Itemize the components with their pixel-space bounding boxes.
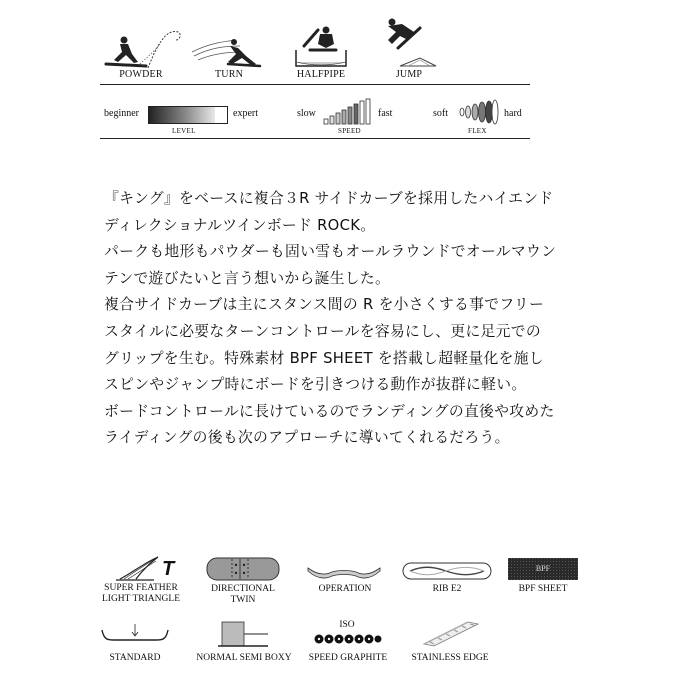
feature-label-directional-twin: DIRECTIONAL TWIN	[211, 584, 275, 605]
description-line: スピンやジャンプ時にボードを引きつける動作が抜群に軽い。	[104, 376, 527, 394]
feature-label-semi-boxy: NORMAL SEMI BOXY	[196, 653, 292, 663]
description-line: スタイルに必要なターンコントロールを容易にし、更に足元での	[104, 322, 541, 340]
feature-label-rib-e2: RIB E2	[432, 584, 462, 594]
jump-rider-icon	[380, 14, 440, 68]
speed-left-label: slow	[297, 108, 316, 119]
style-label-turn: TURN	[214, 69, 244, 80]
iso-label: ISO	[339, 620, 355, 630]
flex-gauge	[458, 99, 500, 125]
bpf-sheet-swatch-icon	[508, 558, 578, 580]
rib-e2-board-icon	[402, 562, 492, 580]
description-line: ライディングの後も次のアプローチに導いてくれるだろう。	[104, 429, 510, 447]
stainless-edge-icon	[420, 616, 482, 646]
level-gauge	[148, 106, 228, 124]
feature-label-bpf-sheet: BPF SHEET	[518, 584, 568, 594]
description-line: 『キング』をベースに複合３R サイドカーブを採用したハイエンド	[104, 190, 554, 207]
description-line: テンで遊びたいと言う想いから誕生した。	[104, 269, 391, 287]
bpf-swatch-text: BPF	[535, 564, 551, 573]
powder-rider-icon	[104, 28, 184, 70]
feature-label-stainless-edge: STAINLESS EDGE	[411, 653, 489, 663]
feature-label-feather: SUPER FEATHER LIGHT TRIANGLE	[101, 583, 180, 604]
description-line: ボードコントロールに長けているのでランディングの直後や攻めた	[104, 402, 555, 420]
speed-caption: SPEED	[338, 127, 361, 135]
description-line: 複合サイドカーブは主にスタンス間の R を小さくする事でフリー	[104, 296, 545, 314]
standard-camber-icon	[100, 620, 170, 646]
divider-bottom	[100, 138, 530, 139]
description-line: パークも地形もパウダーも固い雪もオールラウンドでオールマウン	[104, 243, 557, 261]
flex-left-label: soft	[433, 108, 448, 119]
speed-gauge	[322, 99, 374, 125]
operation-profile-icon	[306, 562, 382, 580]
style-label-jump: JUMP	[395, 69, 423, 80]
flex-right-label: hard	[504, 108, 522, 119]
style-label-halfpipe: HALFPIPE	[296, 69, 346, 80]
feature-label-standard: STANDARD	[109, 653, 161, 663]
logo-letter: T	[162, 558, 175, 580]
description-line: グリップを生む。特殊素材 BPF SHEET を搭載し超軽量化を施し	[104, 349, 544, 367]
level-caption: LEVEL	[172, 127, 196, 135]
product-description	[104, 186, 604, 452]
speed-right-label: fast	[378, 108, 393, 119]
semi-boxy-profile-icon	[216, 620, 270, 648]
flex-caption: FLEX	[468, 127, 487, 135]
turn-rider-icon	[190, 30, 264, 68]
feature-label-speed-graphite: SPEED GRAPHITE	[308, 653, 388, 663]
level-right-label: expert	[233, 108, 258, 119]
level-left-label: beginner	[104, 108, 139, 119]
divider-top	[100, 84, 530, 85]
feather-triangle-logo-icon	[114, 553, 184, 581]
speed-graphite-dots-icon	[314, 634, 382, 644]
halfpipe-rider-icon	[290, 22, 352, 68]
feature-label-operation: OPERATION	[318, 584, 372, 594]
directional-twin-board-icon	[206, 557, 280, 581]
style-label-powder: POWDER	[119, 69, 163, 80]
description-line: ディレクショナルツインボード ROCK。	[104, 216, 376, 234]
